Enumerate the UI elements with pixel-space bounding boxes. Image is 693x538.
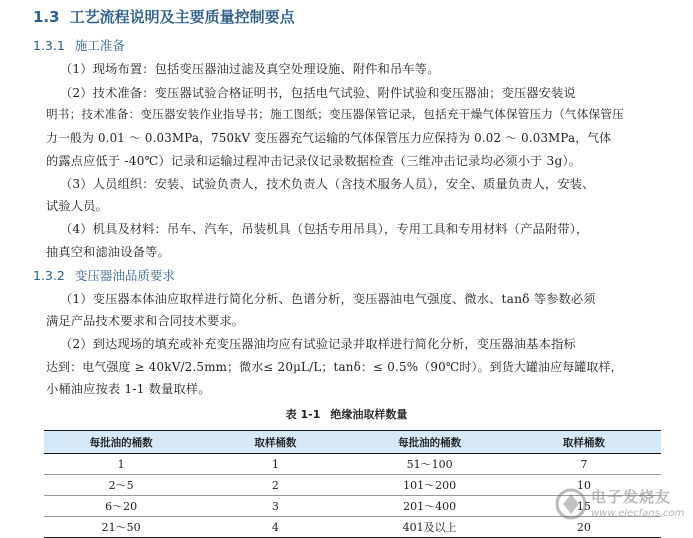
column-header: 取样桶数 <box>198 431 352 454</box>
table-cell: 4 <box>198 517 352 538</box>
section-title: 工艺流程说明及主要质量控制要点 <box>69 8 295 26</box>
table-cell: 2～5 <box>44 475 198 496</box>
paragraph-line: 力一般为 0.01 ～ 0.03MPa，750kV 变压器充气运输的气体保管压力应保持为 0.02 ～ 0.03MPa，气体 <box>46 131 612 145</box>
table-cell: 7 <box>507 454 661 475</box>
watermark-logo-icon <box>553 484 589 524</box>
table-cell: 51～100 <box>353 454 507 475</box>
paragraph-line: 抽真空和滤油设备等。 <box>46 245 170 259</box>
table-cell: 21～50 <box>44 517 198 538</box>
paragraph-line: 达到：电气强度 ≥ 40kV/2.5mm；微水≤ 20μL/L；tanδ：≤ 0.5%（90℃时）。到货大罐油应每罐取样， <box>46 360 623 374</box>
subsection-number: 1.3.1 <box>33 38 65 53</box>
table-cell: 1 <box>198 454 352 475</box>
paragraph-line: （3）人员组织：安装、试验负责人，技术负责人（含技术服务人员），安全、质量负责人，安装、 <box>60 177 595 191</box>
paragraph-line: （1）变压器本体油应取样进行简化分析、色谱分析，变压器油电气强度、微水、tanδ 等参数必须 <box>60 292 596 306</box>
watermark <box>553 484 689 528</box>
table-cell: 101～200 <box>353 475 507 496</box>
subsection-number: 1.3.2 <box>33 268 65 283</box>
column-header: 每批油的桶数 <box>44 431 198 454</box>
table-cell: 10 <box>507 475 661 496</box>
table-caption <box>0 406 693 422</box>
column-header: 取样桶数 <box>507 431 661 454</box>
table-header-row <box>44 431 661 454</box>
paragraph-line: 满足产品技术要求和合同技术要求。 <box>46 314 245 328</box>
table-cell: 2 <box>198 475 352 496</box>
table-cell: 201～400 <box>353 496 507 517</box>
watermark-text: 电子发烧友 <box>591 488 672 506</box>
paragraph-line: （2）技术准备：变压器试验合格证明书，包括电气试验、附件试验和变压器油；变压器安装说 <box>60 86 576 100</box>
table-caption-label: 表 1-1 <box>285 408 321 421</box>
table-cell: 20 <box>507 517 661 538</box>
column-header: 每批油的桶数 <box>353 431 507 454</box>
subsection-title: 施工准备 <box>74 38 125 53</box>
table-cell: 3 <box>198 496 352 517</box>
table-caption-title: 绝缘油取样数量 <box>330 408 408 421</box>
table-cell: 15 <box>507 496 661 517</box>
subsection-title: 变压器油品质要求 <box>74 268 175 283</box>
table-cell: 401及以上 <box>353 517 507 538</box>
table-row <box>44 454 661 475</box>
watermark-url: www.elecfans.com <box>591 508 685 519</box>
table-cell: 1 <box>44 454 198 475</box>
paragraph-line: （4）机具及材料：吊车、汽车，吊装机具（包括专用吊具），专用工具和专用材料（产品附带）， <box>60 222 589 236</box>
section-number: 1.3 <box>33 8 60 26</box>
paragraph-line: 的露点应低于 -40℃）记录和运输过程冲击记录仪记录数据检查（三维冲击记录均必须小于 3g）。 <box>46 154 582 168</box>
paragraph-line: 小桶油应按表 1-1 数量取样。 <box>46 382 211 396</box>
paragraph-line: 明书；技术准备：变压器安装作业指导书；施工图纸；变压器保管记录，包括充干燥气体保管压力（气体保管压 <box>46 107 624 121</box>
paragraph-line: 试验人员。 <box>46 199 108 213</box>
paragraph-line: （1）现场布置：包括变压器油过滤及真空处理设施、附件和吊车等。 <box>60 62 440 76</box>
subsection-heading-oil-quality <box>33 266 175 284</box>
paragraph-line: （2）到达现场的填充或补充变压器油均应有试验记录并取样进行简化分析，变压器油基本指标 <box>60 337 576 351</box>
table-cell: 6～20 <box>44 496 198 517</box>
section-heading <box>33 6 295 27</box>
subsection-heading-preparation <box>33 36 125 54</box>
